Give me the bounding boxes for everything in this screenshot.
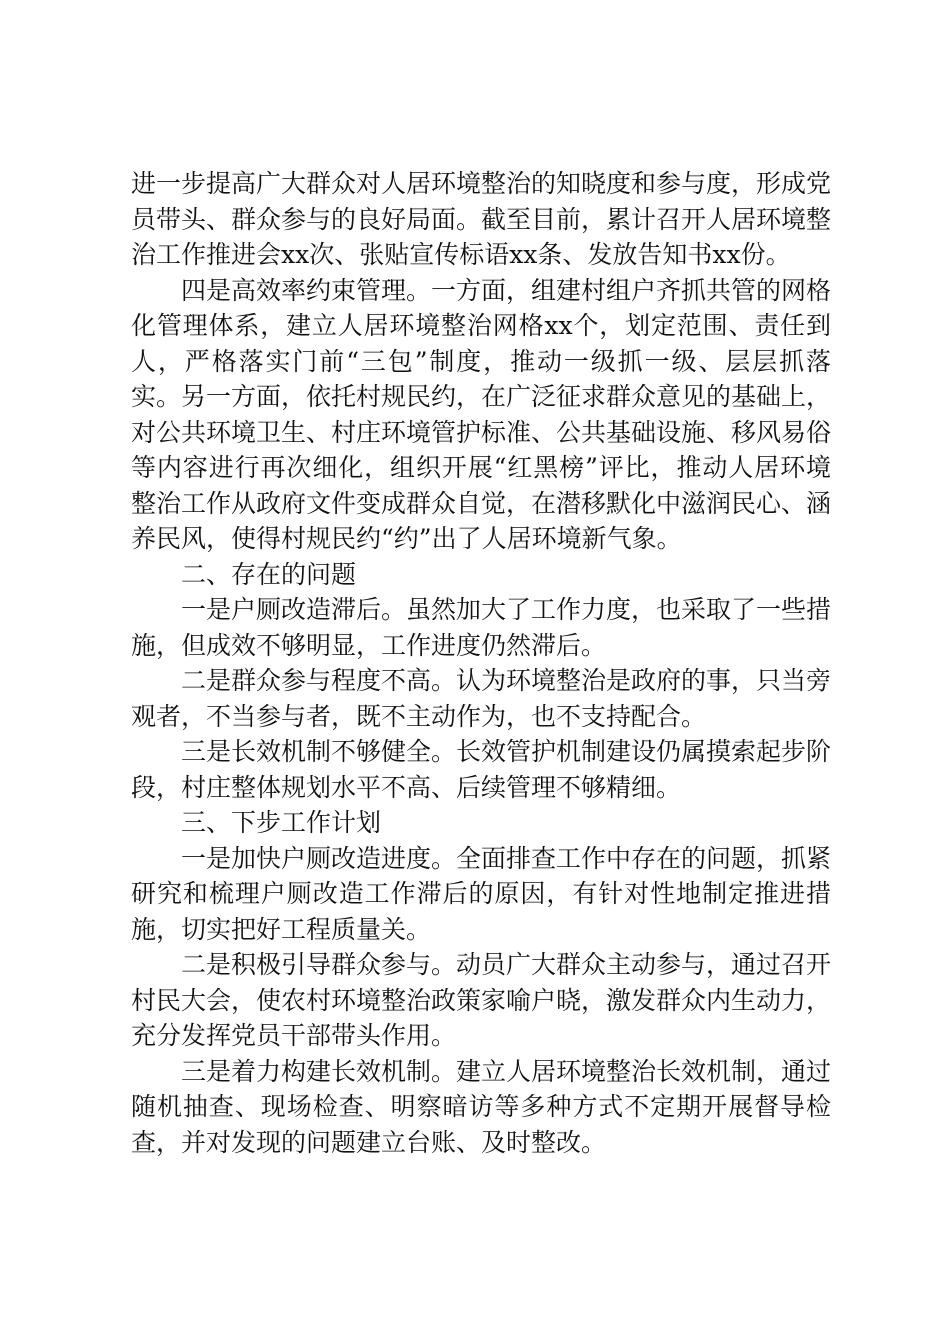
paragraph-problem-two: 二是群众参与程度不高。认为环境整治是政府的事，只当旁观者，不当参与者，既不主动作为，也不支持配合。 <box>131 666 832 731</box>
section-heading-next-steps: 三、下步工作计划 <box>181 808 382 837</box>
section-heading-problems: 二、存在的问题 <box>181 559 357 589</box>
paragraph-point-four: 四是高效率约束管理。一方面，组建村组户齐抓共管的网格化管理体系，建立人居环境整治网格xx个，划定范围、责任到人，严格落实门前“三包”制度，推动一级抓一级、层层抓落实。另一方面，依托村规民约，在广泛征求群众意见的基础上，对公共环境卫生、村庄环境管护标准、公共基础设施、移风易俗等内容进行再次细化，组织开展“红黑榜”评比，推动人居环境整治工作从政府文件变成群众自觉，在潜移默化中滋润民心、涵养民风，使得村规民约“约”出了人居环境新气象。 <box>131 275 832 553</box>
paragraph-plan-three: 三是着力构建长效机制。建立人居环境整治长效机制，通过随机抽查、现场检查、明察暗访等多种方式不定期开展督导检查，并对发现的问题建立台账、及时整改。 <box>131 1056 832 1157</box>
paragraph-intro-continuation: 进一步提高广大群众对人居环境整治的知晓度和参与度，形成党员带头、群众参与的良好局面。截至目前，累计召开人居环境整治工作推进会xx次、张贴宣传标语xx条、发放告知书xx份。 <box>131 169 832 269</box>
document-body <box>131 166 831 1160</box>
paragraph-plan-one: 一是加快户厕改造进度。全面排查工作中存在的问题，抓紧研究和梳理户厕改造工作滞后的原因，有针对性地制定推进措施，切实把好工程质量关。 <box>131 843 832 944</box>
paragraph-problem-three: 三是长效机制不够健全。长效管护机制建设仍属摸索起步阶段，村庄整体规划水平不高、后续管理不够精细。 <box>131 737 832 802</box>
paragraph-problem-one: 一是户厕改造滞后。虽然加大了工作力度，也采取了一些措施，但成效不够明显，工作进度仍然滞后。 <box>131 595 832 660</box>
paragraph-plan-two: 二是积极引导群众参与。动员广大群众主动参与，通过召开村民大会，使农村环境整治政策家喻户晓，激发群众内生动力，充分发挥党员干部带头作用。 <box>131 950 832 1050</box>
